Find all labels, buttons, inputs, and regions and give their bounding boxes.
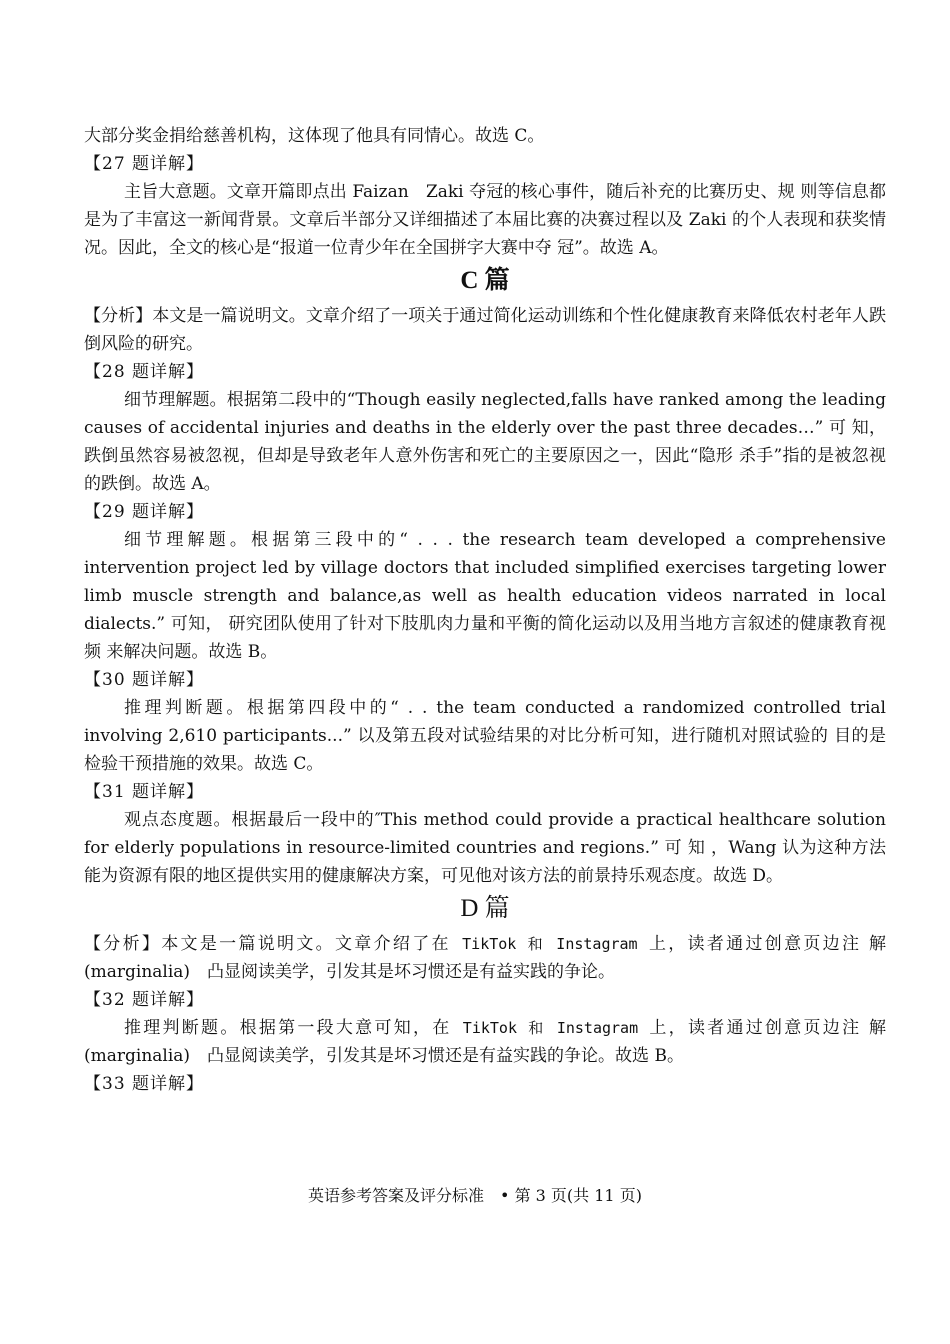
section-c-heading: C 篇 [460, 267, 510, 294]
page-footer: 英语参考答案及评分标准 • 第 3 页(共 11 页) [308, 1186, 642, 1205]
q29-explanation: 细节理解题。根据第三段中的“ . . . the research team developed a comprehensive intervention project led by village doctors that included simplified exercises targeting lower limb muscle strength and balance,as well as health education videos narrated in local dialects.” 可知， 研究团队使用了针对下肢肌肉力量和平衡的简化运动以及用当地方言叙述的健康教育视频 来解决问题。故选 B。 [84, 530, 886, 662]
q30-explanation: 推理判断题。根据第四段中的“ . . the team conducted a randomized controlled trial involving 2,610 participants...” 以及第五段对试验结果的对比分析可知，进行随机对照试验的 目的是检验干预措施的效果。故选 C。 [84, 698, 886, 774]
q27-label: 【27 题详解】 [84, 154, 205, 174]
d-analysis-post: 上，读者通过创意页边注 解 (marginalia) 凸显阅读美学，引发其是坏习惯还是有益实践的争论。 [84, 934, 887, 982]
q32-pre: 推理判断题。根据第一段大意可知，在 [124, 1018, 452, 1038]
q33-label: 【33 题详解】 [84, 1074, 205, 1094]
page-content [84, 122, 886, 1098]
d-analysis-platforms: TikTok 和 Instagram [450, 935, 649, 953]
q31-label: 【31 题详解】 [84, 782, 205, 802]
paragraph-continuation: 大部分奖金捐给慈善机构，这体现了他具有同情心。故选 C。 [84, 126, 545, 146]
q27-explanation: 主旨大意题。文章开篇即点出 Faizan Zaki 夺冠的核心事件，随后补充的比赛历史、规 则等信息都是为了丰富这一新闻背景。文章后半部分又详细描述了本届比赛的决赛过程以及 Zaki 的个人表现和获奖情况。因此，全文的核心是“报道一位青少年在全国拼字大赛中夺 冠”。故选 A。 [84, 182, 886, 258]
q31-explanation: 观点态度题。根据最后一段中的″This method could provide a practical healthcare solution for elderly populations in resource-limited countries and regions.” 可 知 ，Wang 认为这种方法能为资源有限的地区提供实用的健康解决方案，可见他对该方法的前景持乐观态度。故选 D。 [84, 810, 886, 886]
q32-post: 上，读者通过创意页边注 解 (marginalia) 凸显阅读美学，引发其是坏习惯还是有益实践的争论。故选 B。 [84, 1018, 887, 1066]
section-c-analysis: 【分析】本文是一篇说明文。文章介绍了一项关于通过简化运动训练和个性化健康教育来降低农村老年人跌倒风险的研究。 [84, 306, 886, 354]
q28-explanation: 细节理解题。根据第二段中的“Though easily neglected,falls have ranked among the leading causes of accidental injuries and deaths in the elderly over the past three decades…” 可 知，跌倒虽然容易被忽视，但却是导致老年人意外伤害和死亡的主要原因之一，因此“隐形 杀手”指的是被忽视的跌倒。故选 A。 [84, 390, 886, 494]
section-d-analysis [84, 930, 886, 986]
q28-label: 【28 题详解】 [84, 362, 205, 382]
q32-platforms: TikTok 和 Instagram [451, 1019, 650, 1037]
q29-label: 【29 题详解】 [84, 502, 205, 522]
q30-label: 【30 题详解】 [84, 670, 205, 690]
d-analysis-pre: 【分析】本文是一篇说明文。文章介绍了在 [84, 934, 451, 954]
section-d-heading: D 篇 [460, 895, 510, 922]
q32-label: 【32 题详解】 [84, 990, 205, 1010]
q32-explanation [84, 1014, 886, 1070]
